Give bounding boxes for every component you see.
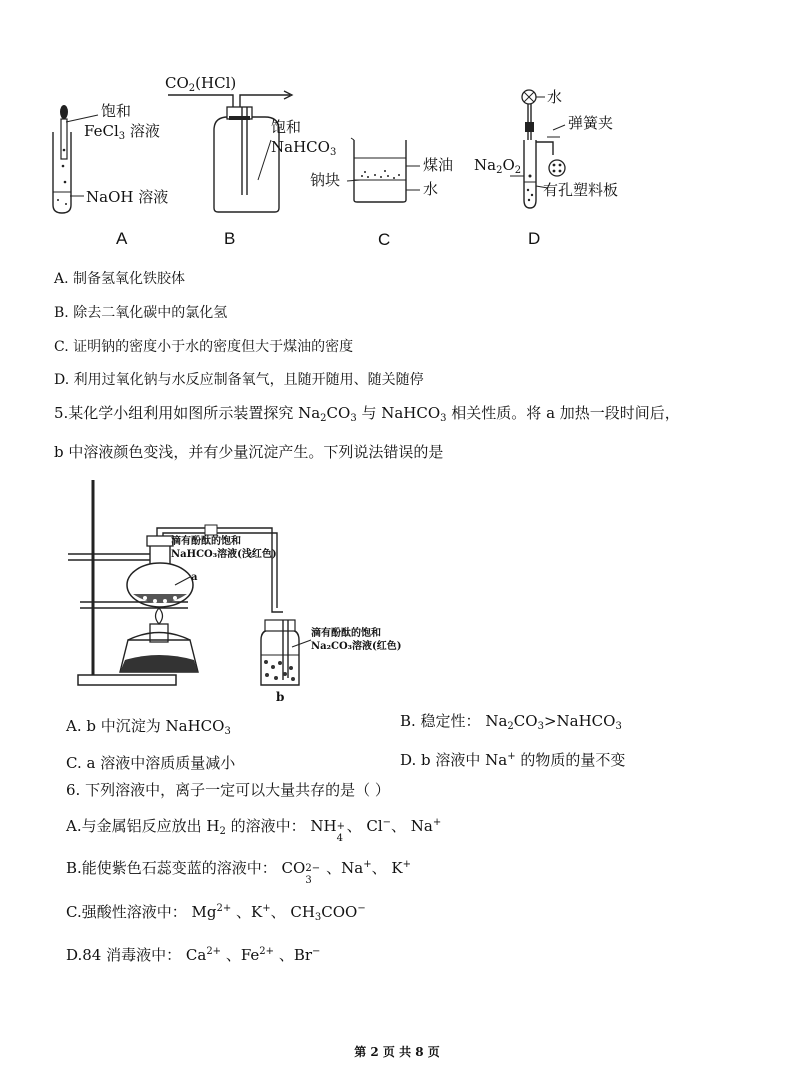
fig-c-label-sodium: 钠块 [310,171,341,189]
q6-stem: 6. 下列溶液中，离子一定可以大量共存的是（ ） [66,781,390,799]
q6-option-a: A.与金属铝反应放出 $H_2$ 的溶液中： NH + 4 、 Cl−、 Na+ [66,817,442,844]
q5-option-d: D. b 溶液中 Na+ 的物质的量不变 [400,751,626,769]
fig-c-label-water: 水 [423,180,439,198]
fig-a-label-fecl3: FeCl$_3$ 溶液 [84,122,160,142]
fig-b-label-nahco3: NaHCO$_3$ [271,138,337,158]
fig-b-label-gas: $CO_2(HCl)$ [165,74,237,94]
q5-fig-label-nahco3-line1: 滴有酚酞的饱和 [171,536,241,547]
q4-option-c: C. 证明钠的密度小于水的密度但大于煤油的密度 [54,339,354,355]
q5-fig-label-na2co3-line1: 滴有酚酞的饱和 [311,628,381,639]
fig-d-label-water: 水 [547,88,563,106]
q6-option-b: B.能使紫色石蕊变蓝的溶液中： CO 2− 3 、Na+、 K+ [66,859,411,886]
q5-option-b: B. 稳定性： $Na_2CO_3>NaHCO_3$ [400,712,622,732]
fig-d-label-clip: 弹簧夹 [568,114,614,132]
q5-fig-label-nahco3-line2: NaHCO₃溶液(浅红色) [171,548,277,560]
q6-option-c: C.强酸性溶液中： $Mg^{2+}$ 、K+、 $CH_3COO^-$ [66,903,366,923]
fig-a-label-saturated: 饱和 [101,102,132,120]
fig-b-caption: B [224,229,236,248]
q5-fig-label-b: b [276,690,285,704]
page-footer: 第 2 页 共 8 页 [354,1045,440,1059]
fig-c-label-kerosene: 煤油 [423,156,454,174]
fig-d-label-na2o2: $Na_2O_2$ [474,156,522,176]
fig-a-caption: A [116,229,128,248]
q5-option-c: C. a 溶液中溶质质量减小 [66,754,236,772]
q4-option-d: D. 利用过氧化钠与水反应制备氧气，且随开随用、随关随停 [54,372,424,388]
fig-b-label-saturated: 饱和 [271,118,302,136]
q5-fig-label-a: a [191,572,198,583]
fig-d-label-plate: 有孔塑料板 [543,181,619,199]
q5-fig-label-na2co3 [311,628,402,653]
q5-stem-line-2: b 中溶液颜色变浅，并有少量沉淀产生。下列说法错误的是 [54,443,444,461]
q5-option-a: A. b 中沉淀为 NaHCO$_3$ [66,717,231,737]
fig-c-caption: C [378,230,391,249]
q5-stem-line-1: 5.某化学小组利用如图所示装置探究 $Na_2CO_3$ 与 NaHCO$_3$ 相关性质。将 a 加热一段时间后， [54,404,680,424]
q4-option-a: A. 制备氢氧化铁胶体 [54,271,186,287]
q4-option-b: B. 除去二氧化碳中的氯化氢 [54,305,228,321]
q5-fig-label-na2co3-line2: Na₂CO₃溶液(红色) [311,640,402,652]
fig-a-label-naoh: NaOH 溶液 [86,188,169,206]
q6-option-d: D.84 消毒液中： $Ca^{2+}$ 、$Fe^{2+}$ 、Br− [66,946,321,964]
fig-d-caption: D [528,229,541,248]
q5-fig-label-nahco3 [171,536,277,561]
